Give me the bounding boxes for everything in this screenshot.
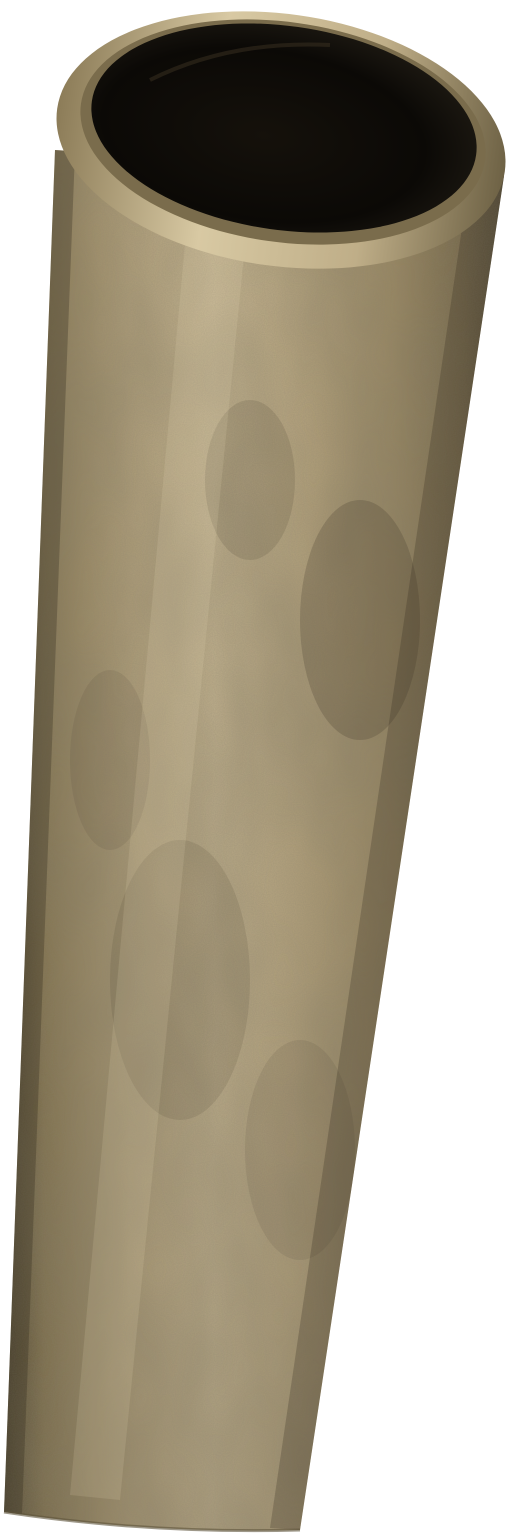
brass-tube-icon <box>0 140 511 1538</box>
tarnish-texture <box>0 140 511 1538</box>
